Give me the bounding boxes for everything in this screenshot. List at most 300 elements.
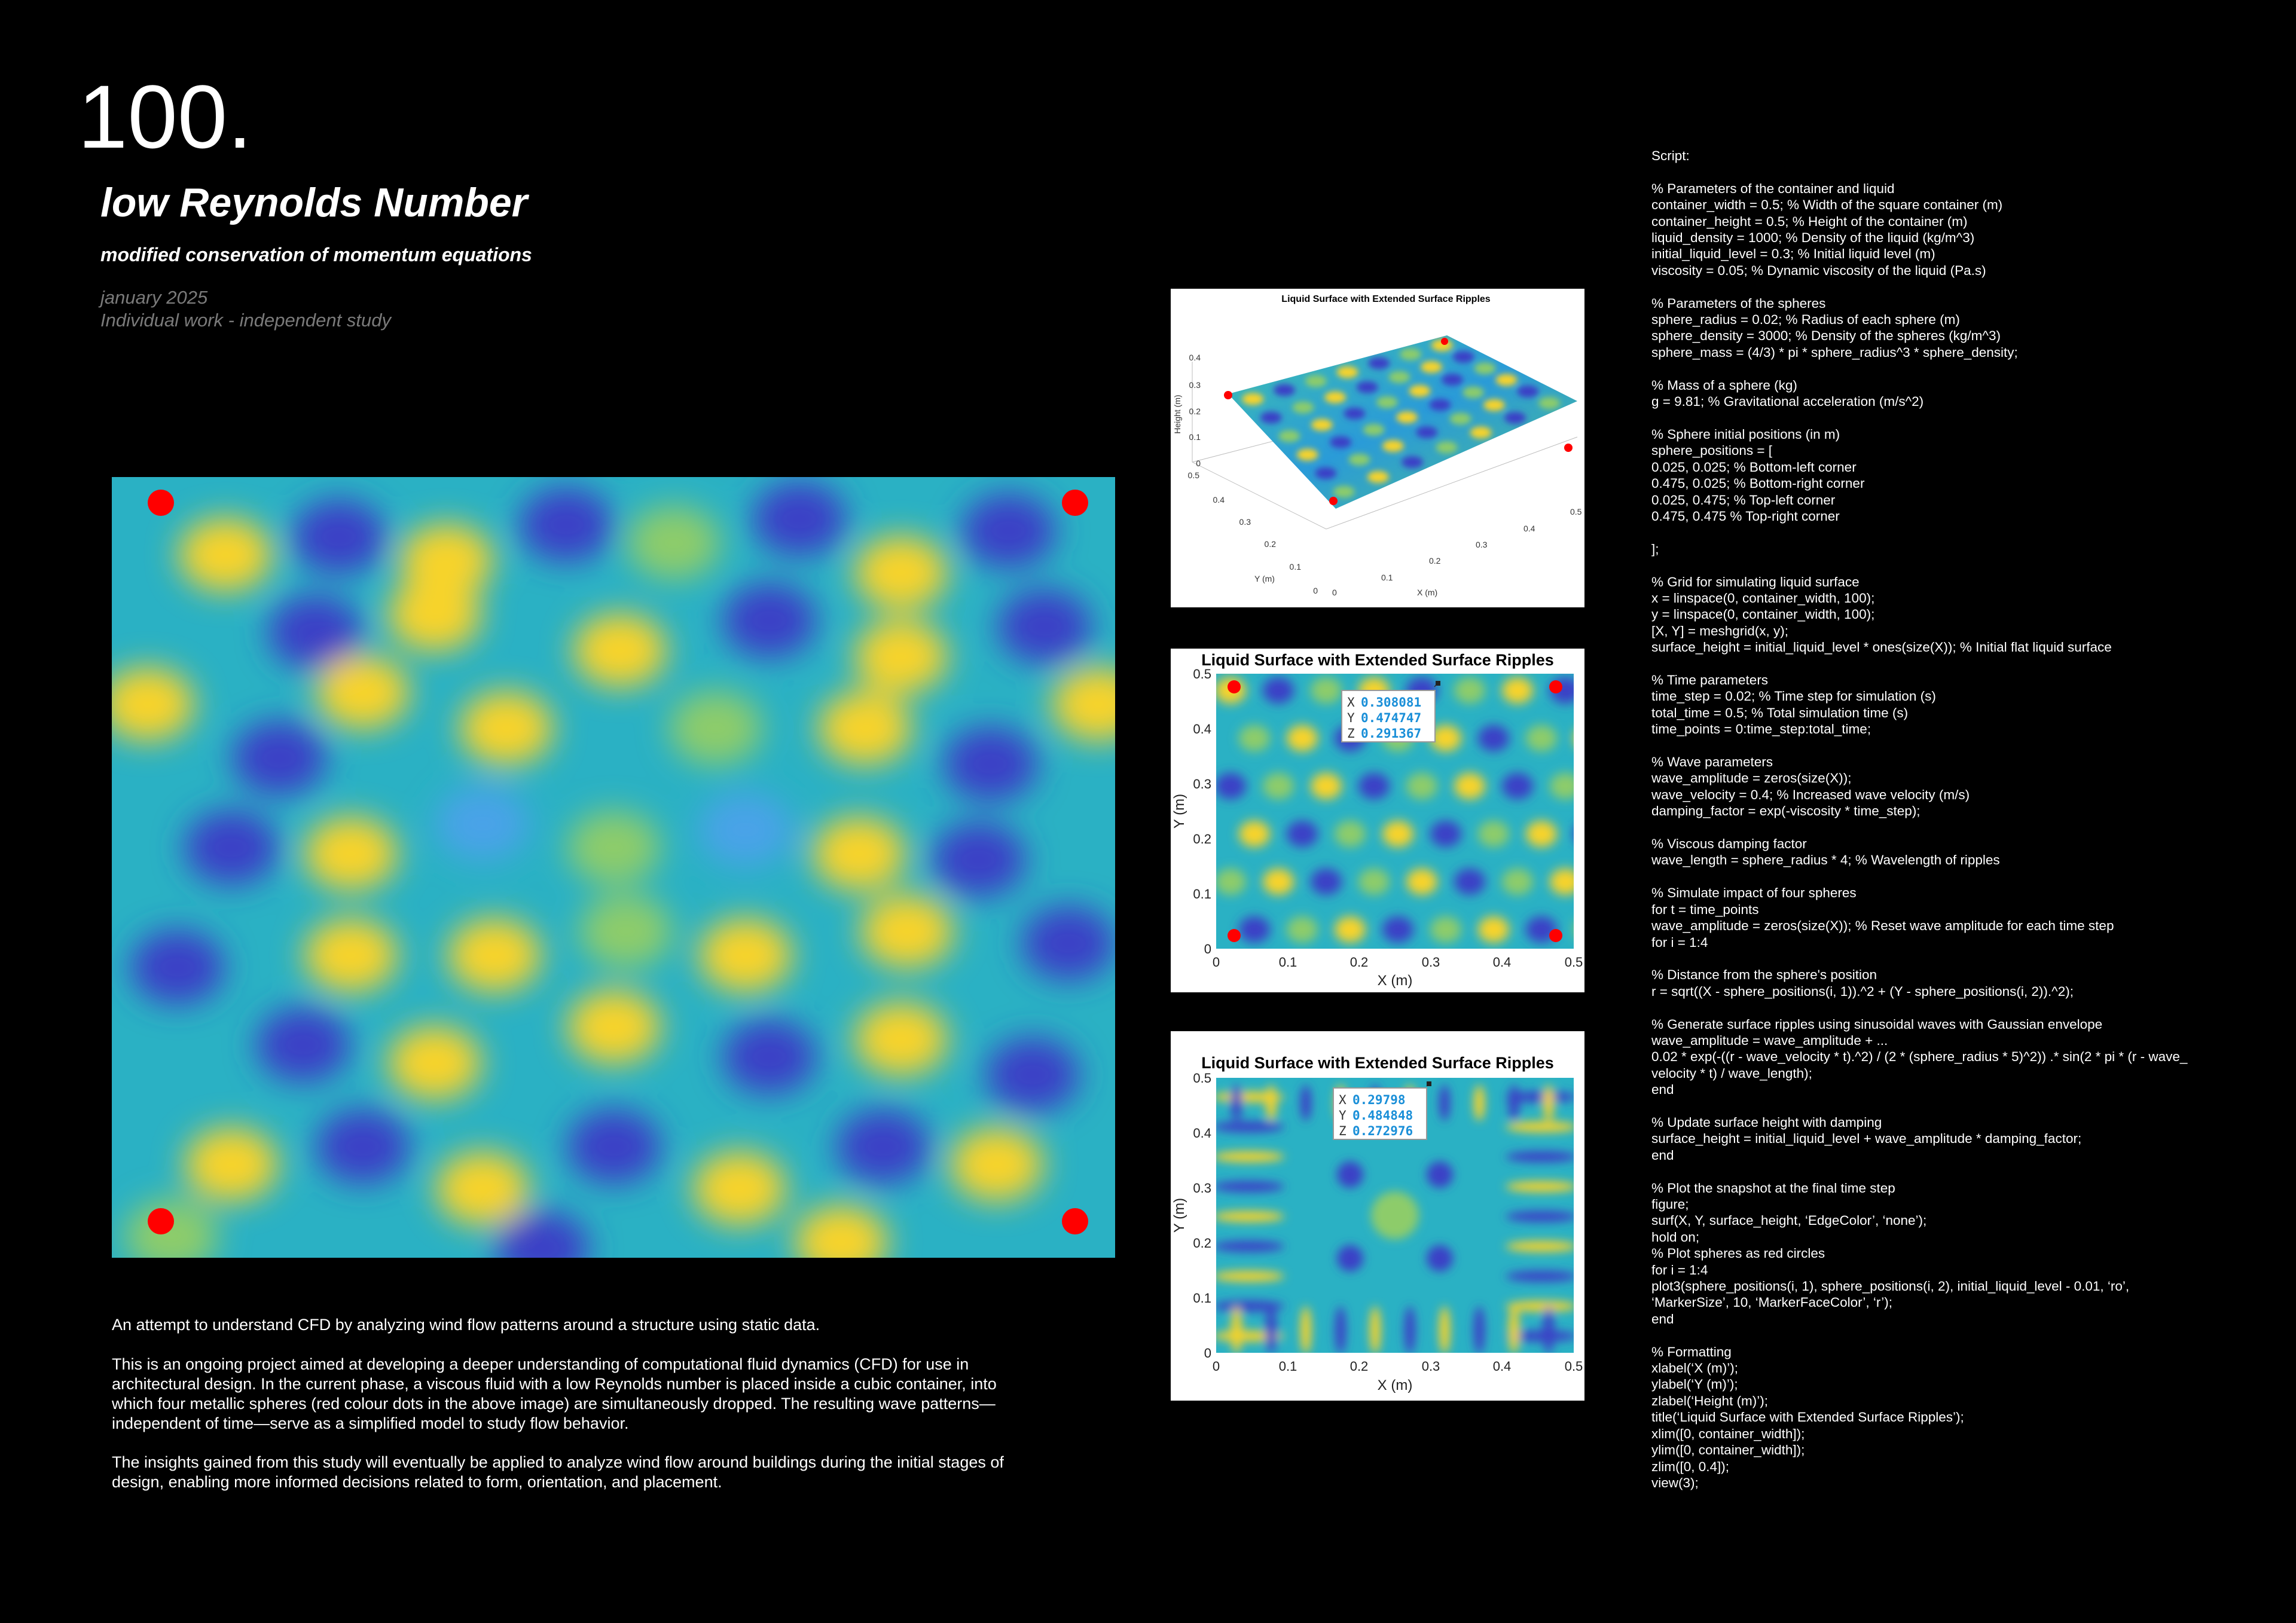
script-line: 0.475, 0.025; % Bottom-right corner — [1651, 476, 1865, 491]
ripple-blob — [1311, 677, 1342, 704]
surface-bump — [1409, 385, 1430, 397]
ripple-blob — [1287, 725, 1318, 751]
sphere-marker — [148, 490, 174, 516]
ripple-blob — [1478, 725, 1509, 751]
script-line: end — [1651, 1147, 1674, 1163]
ripple-band — [1474, 1306, 1485, 1354]
ripple-blob — [567, 1109, 661, 1184]
surface-bump — [1430, 399, 1451, 411]
surface-bump — [1495, 374, 1517, 386]
ripple-band — [1266, 1085, 1277, 1121]
ripple-blob — [1263, 869, 1294, 895]
script-line: 0.475, 0.475 % Top-right corner — [1651, 508, 1840, 524]
x-axis-label: X (m) — [1377, 1377, 1413, 1393]
ripple-blob — [131, 930, 224, 1004]
ripple-band — [1213, 1211, 1284, 1222]
sphere-marker — [1224, 391, 1232, 399]
y-tick: 0.4 — [1193, 722, 1211, 736]
ripple-blob — [854, 619, 948, 693]
script-line: hold on; — [1651, 1229, 1700, 1245]
plot-title: Liquid Surface with Extended Surface Ripples — [1201, 651, 1554, 669]
ripple-blob — [854, 536, 948, 610]
datatip[interactable] — [1333, 1081, 1431, 1139]
script-line: zlim([0, 0.4]); — [1651, 1459, 1730, 1474]
script-line — [1651, 524, 2285, 540]
x-tick: 0.5 — [1570, 507, 1582, 516]
ripple-blob — [573, 613, 667, 687]
y-axis-label: Y (m) — [1254, 574, 1275, 583]
surface-bump — [1344, 408, 1365, 420]
surface-bump — [1396, 411, 1418, 423]
y-tick: 0 — [1313, 586, 1318, 595]
script-line: % Formatting — [1651, 1344, 1732, 1359]
page-subtitle: modified conservation of momentum equations — [100, 244, 532, 265]
script-line: % Generate surface ripples using sinusoidal waves with Gaussian envelope — [1651, 1016, 2103, 1032]
script-line — [1651, 1000, 2285, 1016]
ripple-blob — [1478, 916, 1509, 943]
ripple-blob — [1263, 773, 1294, 799]
ripple-band — [1231, 1306, 1242, 1354]
x-tick: 0.5 — [1564, 1359, 1583, 1374]
ripple-blob — [1550, 773, 1581, 799]
ripple-blob — [316, 655, 410, 729]
y-tick: 0.3 — [1193, 1181, 1211, 1196]
y-tick: 0.4 — [1213, 495, 1225, 505]
matlab-script — [1651, 148, 2285, 1491]
y-tick: 0.3 — [1193, 777, 1211, 791]
surface-bump — [1292, 402, 1314, 414]
x-tick: 0.5 — [1564, 955, 1583, 970]
x-tick: 0.1 — [1278, 1359, 1297, 1374]
x-axis-label: X (m) — [1377, 973, 1413, 989]
sphere-marker — [1329, 497, 1338, 505]
z-tick: 0.4 — [1189, 353, 1201, 362]
script-line: wave_amplitude = wave_amplitude + ... — [1651, 1032, 1888, 1048]
y-tick: 0.2 — [1193, 1236, 1211, 1251]
script-line: y = linspace(0, container_width, 100); — [1651, 607, 1875, 622]
y-tick: 0.4 — [1193, 1126, 1211, 1141]
ripple-band — [1506, 1211, 1577, 1222]
ripple-blob — [836, 1109, 930, 1184]
ripple-blob — [1335, 916, 1366, 943]
script-line: ylim([0, container_width]); — [1651, 1442, 1805, 1458]
project-date: january 2025 — [100, 287, 208, 308]
ripple-blob — [1478, 821, 1509, 847]
surface-bump — [1324, 392, 1346, 404]
sphere-marker — [1062, 1208, 1088, 1234]
y-axis-label: Y (m) — [1171, 1197, 1187, 1233]
ripple-blob — [1371, 1191, 1419, 1239]
script-line: wave_length = sphere_radius * 4; % Wavelength of ripples — [1651, 852, 2000, 868]
script-line: r = sqrt((X - sphere_positions(i, 1)).^2 + (Y - sphere_positions(i, 2)).^2); — [1651, 983, 2074, 999]
script-line — [1651, 410, 2285, 426]
ripple-blob — [1022, 906, 1115, 980]
script-line: end — [1651, 1311, 1674, 1326]
script-line: plot3(sphere_positions(i, 1), sphere_positions(i, 2), initial_liquid_level - 0.01, ‘ro’, — [1651, 1279, 2130, 1294]
script-line: % Plot spheres as red circles — [1651, 1246, 1825, 1261]
script-line: container_height = 0.5; % Height of the container (m) — [1651, 213, 1968, 229]
ripple-blob — [1406, 869, 1437, 895]
datatip-x-value: 0.308081 — [1361, 695, 1422, 710]
z-tick: 0.2 — [1189, 406, 1201, 416]
script-line: % Mass of a sphere (kg) — [1651, 377, 1797, 393]
script-line: for i = 1:4 — [1651, 934, 1708, 950]
surface-bump — [1357, 381, 1378, 393]
datatip-z-label: Z — [1339, 1124, 1347, 1138]
surface-bump — [1517, 386, 1538, 398]
datatip-y-label: Y — [1347, 711, 1355, 725]
surface-bump — [1274, 384, 1295, 396]
surface-bump — [1442, 374, 1463, 386]
ripple-blob — [1502, 869, 1533, 895]
top-view-plot-bands — [1171, 1031, 1584, 1401]
ripple-blob — [627, 506, 720, 580]
datatip-z-value: 0.272976 — [1352, 1124, 1413, 1138]
surface-bump — [1333, 486, 1355, 498]
script-line — [1651, 1098, 2285, 1114]
ripple-band — [1213, 1241, 1284, 1252]
top-view-plot — [1171, 649, 1584, 992]
ripple-blob — [1430, 916, 1461, 943]
datatip-z-value: 0.291367 — [1361, 726, 1422, 741]
script-line: damping_factor = exp(-viscosity * time_step); — [1651, 803, 1921, 819]
ripple-band — [1506, 1241, 1577, 1252]
ripple-blob — [1239, 725, 1270, 751]
ripple-blob — [1382, 821, 1413, 847]
ripple-band — [1506, 1151, 1577, 1162]
ripple-blob — [1358, 773, 1390, 799]
sphere-marker — [1549, 680, 1562, 693]
surface-bump — [1402, 456, 1423, 468]
datatip-z-label: Z — [1347, 726, 1355, 741]
surface-bump — [1376, 396, 1398, 408]
ripple-blob — [854, 1002, 948, 1076]
surface-bump — [1450, 412, 1471, 424]
script-line: total_time = 0.5; % Total simulation time (s) — [1651, 705, 1909, 720]
ripple-blob — [1430, 821, 1461, 847]
ripple-blob — [1427, 1162, 1453, 1188]
script-line: wave_amplitude = zeros(size(X)); — [1651, 771, 1852, 786]
script-line: container_width = 0.5; % Width of the square container (m) — [1651, 197, 2003, 213]
ripple-blob — [1263, 677, 1294, 704]
ripple-blob — [1287, 916, 1318, 943]
ripple-blob — [986, 1038, 1079, 1112]
y-tick: 0 — [1204, 942, 1211, 956]
ripple-blob — [579, 894, 673, 968]
ripple-blob — [567, 811, 661, 885]
script-line: wave_velocity = 0.4; % Increased wave velocity (m/s) — [1651, 787, 1970, 802]
ripple-band — [1543, 1085, 1554, 1121]
script-line: 0.02 * exp(-((r - wave_velocity * t).^2) / (2 * (sphere_radius * 5)^2)) .* sin(2 * pi * (r - wave_ — [1651, 1049, 2188, 1065]
y-tick: 0 — [1204, 1346, 1211, 1361]
ripple-band — [1300, 1306, 1311, 1354]
project-number: 100. — [78, 66, 252, 167]
x-tick: 0 — [1212, 1359, 1220, 1374]
ripple-blob — [567, 990, 661, 1064]
script-line: time_points = 0:time_step:total_time; — [1651, 722, 1871, 737]
surface-bump — [1311, 419, 1333, 431]
sphere-marker — [148, 1208, 174, 1234]
sphere-marker — [1441, 338, 1448, 345]
script-line: % Simulate impact of four spheres — [1651, 885, 1857, 901]
script-line: surface_height = initial_liquid_level + wave_amplitude * damping_factor; — [1651, 1131, 2082, 1147]
x-tick: 0.4 — [1492, 1359, 1512, 1374]
script-line: % Parameters of the container and liquid — [1651, 181, 1895, 196]
script-line: % Grid for simulating liquid surface — [1651, 574, 1860, 589]
ripple-band — [1370, 1306, 1381, 1354]
script-line: view(3); — [1651, 1475, 1699, 1490]
page-title: low Reynolds Number — [100, 180, 528, 225]
ripple-blob — [1335, 821, 1366, 847]
ripple-blob — [699, 793, 792, 867]
datatip-y-label: Y — [1339, 1108, 1347, 1123]
surface-bump — [1242, 393, 1263, 405]
ripple-band — [1439, 1306, 1450, 1354]
y-tick: 0.5 — [1193, 667, 1211, 681]
script-line — [1651, 738, 2285, 754]
script-line — [1651, 1327, 2285, 1343]
surface-bump — [1367, 471, 1389, 483]
ripple-blob — [1382, 916, 1413, 943]
script-line: % Sphere initial positions (in m) — [1651, 426, 1840, 442]
script-line: sphere_positions = [ — [1651, 443, 1773, 459]
script-line: time_step = 0.02; % Time step for simulation (s) — [1651, 689, 1936, 704]
surface-bump — [1297, 449, 1318, 461]
ripple-blob — [460, 691, 553, 765]
ripple-blob — [1454, 677, 1485, 704]
ripple-blob — [1574, 725, 1584, 751]
ripple-blob — [1215, 869, 1246, 895]
ripple-blob — [292, 500, 386, 574]
script-line: for t = time_points — [1651, 901, 1759, 917]
ripple-blob — [1574, 916, 1584, 943]
script-line: surface_height = initial_liquid_level * ones(size(X)); % Initial flat liquid surface — [1651, 640, 2112, 655]
ripple-band — [1506, 1181, 1577, 1192]
script-line — [1651, 656, 2285, 672]
y-tick: 0.1 — [1193, 887, 1211, 901]
script-line: title(‘Liquid Surface with Extended Surface Ripples’); — [1651, 1410, 1964, 1425]
ripple-blob — [388, 1026, 481, 1100]
script-line — [1651, 820, 2285, 836]
ripple-blob — [1454, 773, 1485, 799]
ripple-band — [1506, 1271, 1577, 1282]
surface-bump — [1474, 362, 1496, 374]
ripple-band — [1439, 1085, 1450, 1121]
datatip-y-value: 0.484848 — [1352, 1108, 1413, 1123]
ripple-blob — [693, 1151, 786, 1225]
surface-bump — [1382, 440, 1404, 452]
surface-bump — [1416, 426, 1437, 438]
z-tick: 0.3 — [1189, 380, 1201, 390]
script-line: viscosity = 0.05; % Dynamic viscosity of the liquid (Pa.s) — [1651, 262, 1986, 278]
ripple-blob — [1502, 677, 1533, 704]
ripple-band — [1509, 1306, 1519, 1354]
ripple-blob — [1526, 821, 1557, 847]
ripple-blob — [436, 1151, 529, 1225]
ripple-blob — [179, 518, 272, 592]
script-line: ]; — [1651, 541, 1659, 557]
ripple-blob — [932, 823, 1025, 897]
script-line: ‘MarkerSize’, 10, ‘MarkerFaceColor’, ‘r’); — [1651, 1295, 1893, 1310]
ripple-blob — [388, 577, 481, 652]
ripple-blob — [723, 1020, 816, 1094]
script-line: velocity * t) / wave_length); — [1651, 1065, 1812, 1081]
ripple-band — [1474, 1085, 1485, 1121]
script-line: % Wave parameters — [1651, 754, 1773, 770]
datatip-x-label: X — [1347, 695, 1355, 710]
surface-bump — [1436, 441, 1457, 453]
script-line — [1651, 557, 2285, 573]
z-axis-label: Height (m) — [1173, 395, 1182, 434]
ripple-blob — [962, 494, 1055, 568]
script-line: % Plot the snapshot at the final time step — [1651, 1180, 1895, 1196]
script-line — [1651, 950, 2285, 967]
surface-3d-plot — [1171, 289, 1584, 607]
script-line: % Time parameters — [1651, 673, 1769, 687]
surface-bump — [1483, 399, 1505, 411]
script-line: xlim([0, container_width]); — [1651, 1426, 1805, 1441]
x-tick: 0.2 — [1349, 955, 1369, 970]
script-line: Script: — [1651, 148, 1690, 163]
z-tick: 0 — [1196, 459, 1201, 468]
ripple-blob — [1526, 725, 1557, 751]
description-paragraph: This is an ongoing project aimed at developing a deeper understanding of computational fluid dynamics (CFD) for use in architectural design. In the current phase, a viscous fluid with a low Reynolds number is placed inside a cubic container, into which four metallic spheres (red colour dots in the above image) are simultaneously dropped. The resulting wave patterns—independent of time—serve as a simplified model to study flow behavior. — [112, 1355, 997, 1432]
ripple-blob — [1337, 1245, 1363, 1271]
ripple-blob — [1311, 773, 1342, 799]
y-tick: 0.3 — [1239, 517, 1251, 527]
script-line: zlabel(‘Height (m)’); — [1651, 1393, 1769, 1408]
script-line: x = linspace(0, container_width, 100); — [1651, 590, 1875, 606]
surface-bump — [1278, 430, 1300, 442]
ripple-band — [1509, 1085, 1519, 1121]
script-line — [1651, 164, 2285, 180]
y-tick: 0.1 — [1193, 1291, 1211, 1306]
surface-bump — [1337, 366, 1358, 378]
ripple-band — [1543, 1306, 1554, 1354]
x-tick: 0.1 — [1381, 573, 1393, 582]
ripple-blob — [1311, 869, 1342, 895]
script-line: xlabel(‘X (m)’); — [1651, 1361, 1739, 1376]
y-tick: 0.1 — [1289, 562, 1301, 571]
ripple-blob — [753, 482, 846, 556]
ripple-blob — [316, 1109, 410, 1184]
ripple-blob — [185, 1127, 278, 1202]
ripple-blob — [669, 691, 762, 765]
y-tick: 0.5 — [1193, 1071, 1211, 1086]
surface-bump — [1330, 436, 1351, 448]
datatip[interactable] — [1342, 681, 1440, 742]
y-tick: 0.2 — [1264, 539, 1276, 549]
hero-ripple-image — [112, 477, 1115, 1258]
ripple-blob — [819, 691, 912, 765]
ripple-blob — [448, 918, 541, 992]
sphere-marker — [1228, 929, 1241, 942]
ripple-band — [1266, 1306, 1277, 1354]
ripple-band — [1506, 1121, 1577, 1132]
surface-bump — [1504, 412, 1526, 424]
ripple-blob — [257, 1008, 350, 1082]
script-line — [1651, 1163, 2285, 1179]
x-axis-label: X (m) — [1417, 588, 1438, 597]
ripple-blob — [520, 488, 613, 562]
ripple-blob — [436, 787, 529, 861]
ripple-blob — [1215, 773, 1246, 799]
sphere-marker — [1564, 444, 1573, 452]
script-line: % Distance from the sphere's position — [1651, 967, 1877, 983]
surface-bump — [1349, 454, 1370, 466]
surface-bump — [1363, 424, 1385, 436]
script-line — [1651, 869, 2285, 885]
plot-title: Liquid Surface with Extended Surface Ripples — [1281, 294, 1491, 304]
surface-bump — [1421, 361, 1442, 373]
script-line: liquid_density = 1000; % Density of the liquid (kg/m^3) — [1651, 230, 1975, 246]
y-tick: 0.5 — [1187, 470, 1199, 480]
surface-bump — [1470, 427, 1492, 439]
surface-bump — [1260, 412, 1282, 424]
ripple-blob — [813, 817, 906, 891]
script-line: g = 9.81; % Gravitational acceleration (m/s^2) — [1651, 394, 1924, 409]
datatip-x-value: 0.29798 — [1352, 1093, 1406, 1107]
script-line: sphere_radius = 0.02; % Radius of each sphere (m) — [1651, 312, 1960, 328]
script-line: % Parameters of the spheres — [1651, 295, 1826, 311]
x-tick: 0.3 — [1421, 1359, 1440, 1374]
script-line: initial_liquid_level = 0.3; % Initial liquid level (m) — [1651, 246, 1935, 262]
ripple-band — [1213, 1151, 1284, 1162]
script-line: wave_amplitude = zeros(size(X)); % Reset wave amplitude for each time step — [1651, 918, 2114, 934]
surface-bump — [1388, 371, 1410, 383]
x-tick: 0 — [1212, 955, 1220, 970]
ripple-band — [1300, 1085, 1311, 1121]
script-line: surf(X, Y, surface_height, ‘EdgeColor’, ‘none’); — [1651, 1213, 1927, 1228]
surface-bump — [1538, 397, 1560, 409]
ripple-blob — [1287, 821, 1318, 847]
x-tick: 0.2 — [1429, 556, 1441, 566]
insights-paragraph: The insights gained from this study will eventually be applied to analyze wind flow around buildings during the initial stages of design, enabling more informed decisions related to form, orientation, and placement. — [112, 1453, 1004, 1491]
sphere-marker — [1062, 490, 1088, 516]
ripple-blob — [1239, 916, 1270, 943]
ripple-blob — [1427, 1245, 1453, 1271]
ripple-blob — [998, 589, 1091, 664]
script-line: 0.025, 0.475; % Top-left corner — [1651, 492, 1836, 508]
y-axis-label: Y (m) — [1171, 793, 1187, 829]
script-line: sphere_mass = (4/3) * pi * sphere_radius^3 * sphere_density; — [1651, 344, 2018, 360]
ripple-blob — [723, 583, 816, 658]
ripple-blob — [233, 721, 326, 795]
ripple-blob — [1502, 773, 1533, 799]
script-line: for i = 1:4 — [1651, 1262, 1708, 1277]
ripple-band — [1213, 1121, 1284, 1132]
x-tick: 0.4 — [1523, 524, 1535, 533]
script-line: % Viscous damping factor — [1651, 836, 1807, 852]
ripple-blob — [944, 727, 1037, 801]
surface-bump — [1453, 351, 1474, 363]
z-tick: 0.1 — [1189, 432, 1201, 442]
x-tick: 0.1 — [1278, 955, 1297, 970]
ripple-blob — [1550, 869, 1581, 895]
surface-bump — [1463, 386, 1484, 398]
ripple-blob — [1358, 869, 1390, 895]
datatip-x-label: X — [1339, 1093, 1347, 1107]
x-tick: 0.2 — [1349, 1359, 1369, 1374]
script-line: [X, Y] = meshgrid(x, y); — [1651, 623, 1789, 638]
ripple-blob — [860, 894, 954, 968]
script-line: ylabel(‘Y (m)’); — [1651, 1377, 1738, 1392]
sphere-marker — [1549, 929, 1562, 942]
script-line — [1651, 279, 2285, 295]
sphere-marker — [1228, 680, 1241, 693]
script-line: 0.025, 0.025; % Bottom-left corner — [1651, 459, 1857, 475]
ripple-blob — [304, 817, 398, 891]
